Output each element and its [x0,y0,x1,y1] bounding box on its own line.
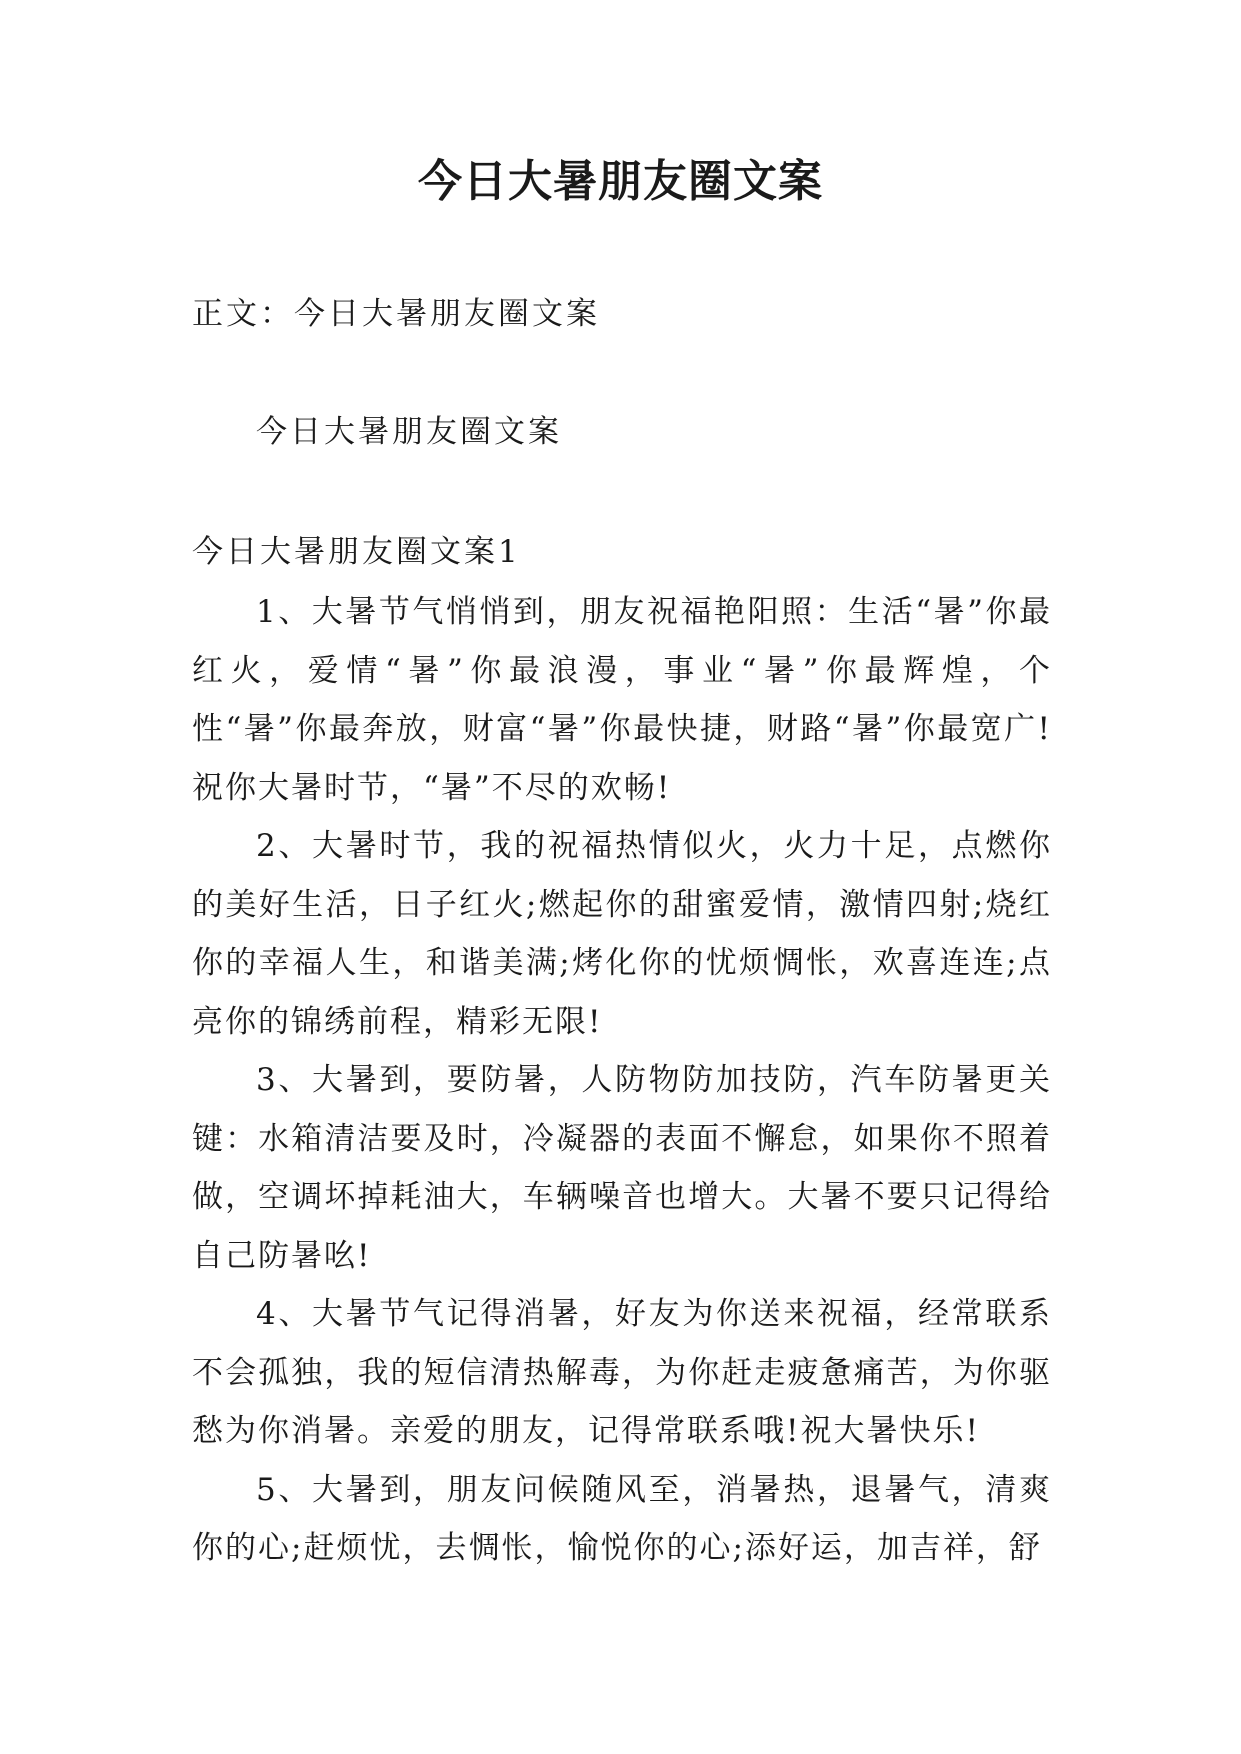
body-label-line: 正文：今日大暑朋友圈文案 [192,296,600,332]
article-subtitle: 今日大暑朋友圈文案 [256,414,562,450]
article-body [192,583,1052,1578]
paragraph-1: 1、大暑节气悄悄到，朋友祝福艳阳照：生活“暑”你最红火，爱情“暑”你最浪漫，事业“暑”你最辉煌，个性“暑”你最奔放，财富“暑”你最快捷，财路“暑”你最宽广!祝你大暑时节，“暑”不尽的欢畅! [192,594,1052,806]
section-heading: 今日大暑朋友圈文案1 [192,534,521,570]
paragraph-2: 2、大暑时节，我的祝福热情似火，火力十足，点燃你的美好生活，日子红火;燃起你的甜蜜爱情，激情四射;烧红你的幸福人生，和谐美满;烤化你的忧烦惆怅，欢喜连连;点亮你的锦绣前程，精彩无限! [192,828,1052,1040]
paragraph-4: 4、大暑节气记得消暑，好友为你送来祝福，经常联系不会孤独，我的短信清热解毒，为你赶走疲惫痛苦，为你驱愁为你消暑。亲爱的朋友，记得常联系哦!祝大暑快乐! [192,1296,1052,1449]
paragraph-5: 5、大暑到，朋友问候随风至，消暑热，退暑气，清爽你的心;赶烦忧，去惆怅，愉悦你的心;添好运，加吉祥，舒 [192,1471,1052,1566]
document-title: 今日大暑朋友圈文案 [418,156,823,207]
paragraph-3: 3、大暑到，要防暑，人防物防加技防，汽车防暑更关键：水箱清洁要及时，冷凝器的表面不懈怠，如果你不照着做，空调坏掉耗油大，车辆噪音也增大。大暑不要只记得给自己防暑吆! [192,1062,1052,1274]
